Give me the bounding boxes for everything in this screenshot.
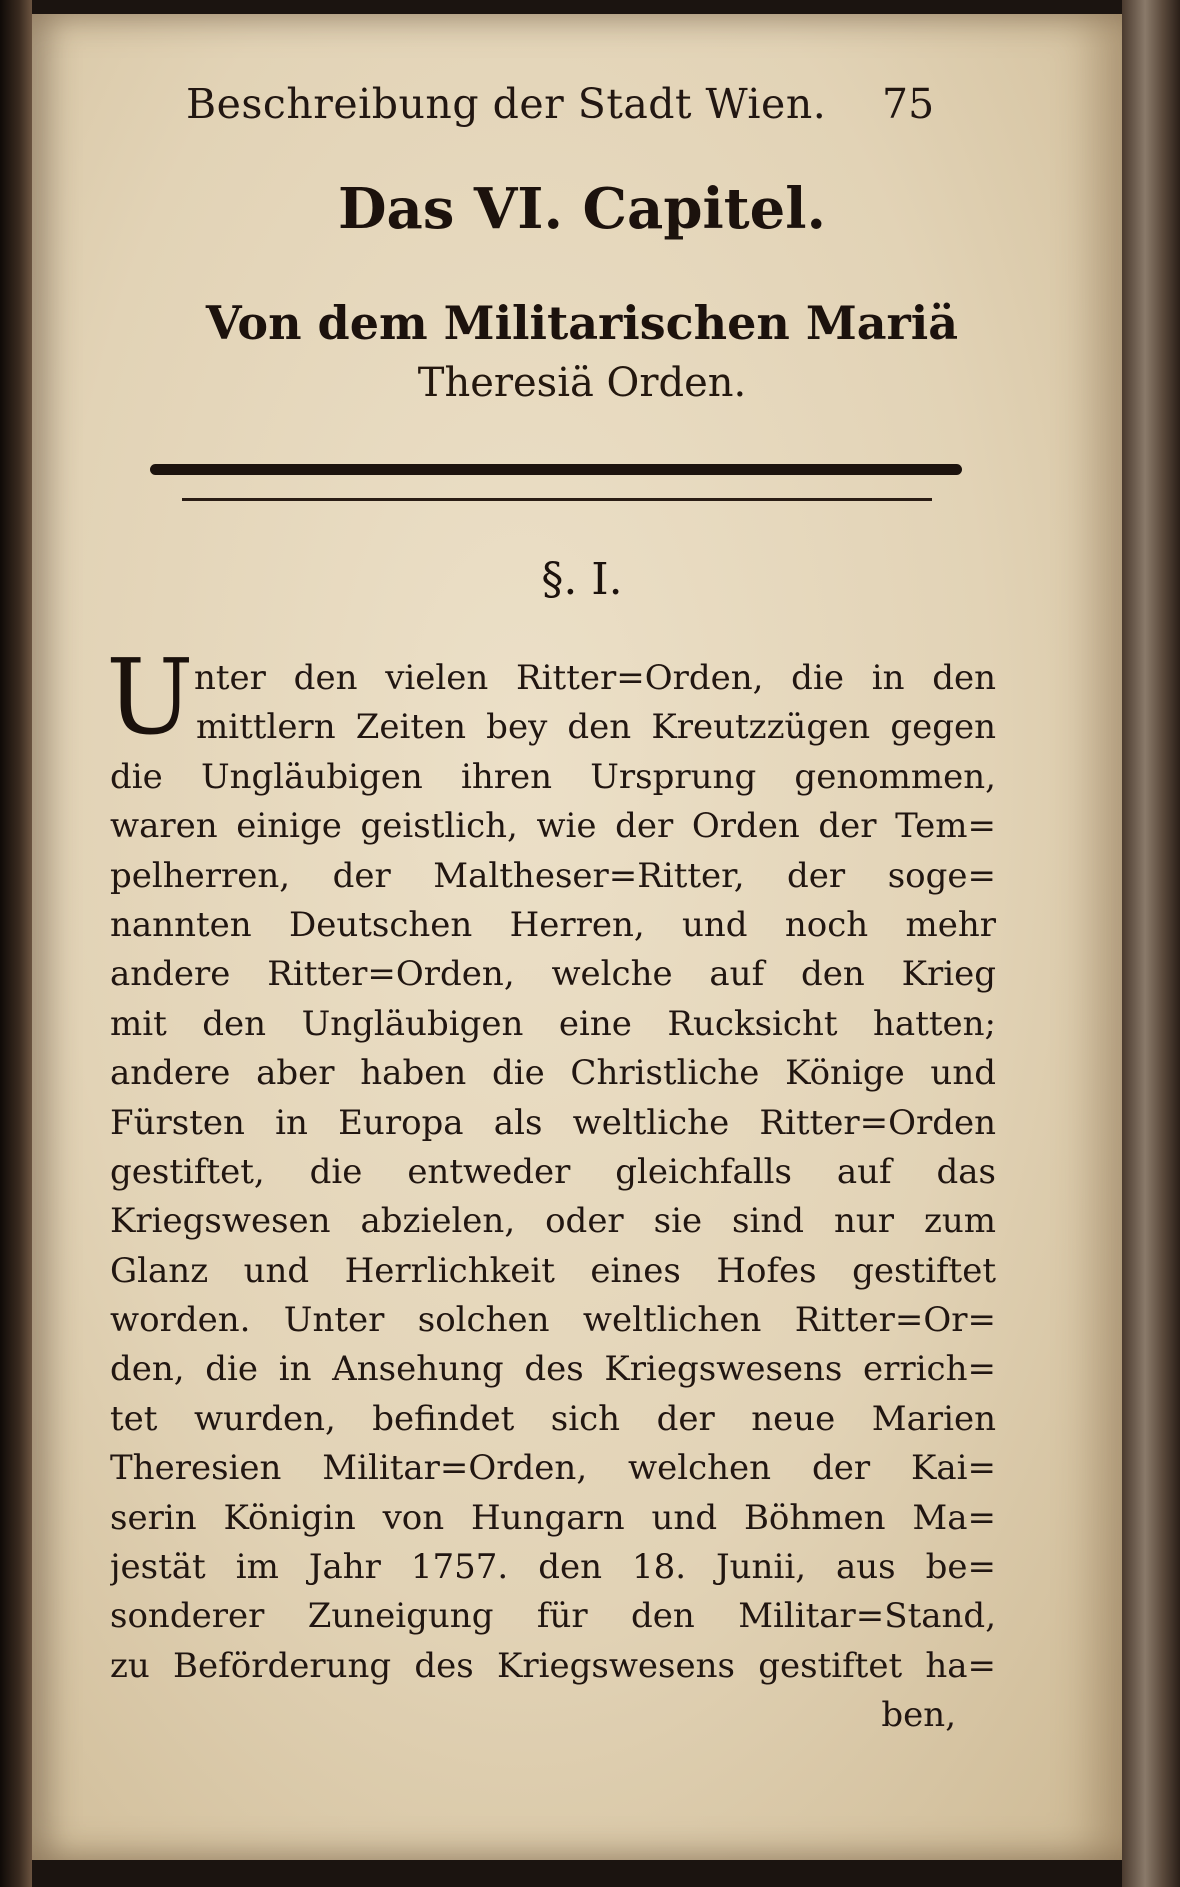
text-line: jestät im Jahr 1757. den 18. Junii, aus be= [110, 1547, 996, 1588]
text-line: nannten Deutschen Herren, und noch mehr [110, 904, 996, 945]
text-line: nter den vielen Ritter=Orden, die in den [194, 658, 996, 698]
page-fore-edge [1122, 0, 1180, 1887]
ornamental-rule-thin [182, 498, 932, 501]
text-line-last: ben, [881, 1695, 956, 1736]
text-line: andere Ritter=Orden, welche auf den Krieg [110, 954, 996, 995]
text-line: den, die in Ansehung des Kriegswesens errich= [110, 1349, 996, 1390]
text-line: mittlern Zeiten bey den Kreutzzügen gegen [196, 707, 996, 748]
text-line: Theresien Militar=Orden, welchen der Kai= [110, 1448, 996, 1489]
book-spine [0, 0, 32, 1887]
text-line: pelherren, der Maltheser=Ritter, der soge= [110, 855, 996, 896]
chapter-title: Das VI. Capitel. [337, 176, 827, 242]
chapter-subtitle-line-2: Theresiä Orden. [417, 360, 747, 406]
paper-page [32, 14, 1122, 1860]
text-line: andere aber haben die Christliche Könige und [110, 1053, 996, 1094]
text-line: waren einige geistlich, wie der Orden der Tem= [110, 806, 996, 847]
text-line: die Ungläubigen ihren Ursprung genommen, [110, 756, 996, 797]
chapter-subtitle-line-1: Von dem Militarischen Mariä [205, 296, 959, 350]
text-line: Fürsten in Europa als weltliche Ritter=Orden [110, 1102, 996, 1143]
text-line: gestiftet, die entweder gleichfalls auf das [110, 1151, 996, 1192]
section-heading: §. I. [541, 554, 623, 605]
page-number: 75 [882, 80, 935, 128]
body-text [110, 654, 996, 1741]
text-line: sonderer Zuneigung für den Militar=Stand, [110, 1596, 996, 1637]
ornamental-rule-thick [150, 464, 962, 475]
text-line: tet wurden, befindet sich der neue Marien [110, 1398, 996, 1439]
text-line: Glanz und Herrlichkeit eines Hofes gestiftet [110, 1250, 996, 1291]
text-line: Kriegswesen abzielen, oder sie sind nur zum [110, 1201, 996, 1242]
drop-cap: U [106, 636, 194, 758]
text-line: worden. Unter solchen weltlichen Ritter=Or= [110, 1300, 996, 1341]
text-line: zu Beförderung des Kriegswesens gestiftet ha= [110, 1645, 996, 1686]
text-line: serin Königin von Hungarn und Böhmen Ma= [110, 1497, 996, 1538]
running-header [152, 76, 982, 136]
running-title: Beschreibung der Stadt Wien. [186, 80, 827, 128]
text-line: mit den Ungläubigen eine Rucksicht hatten; [110, 1003, 996, 1044]
